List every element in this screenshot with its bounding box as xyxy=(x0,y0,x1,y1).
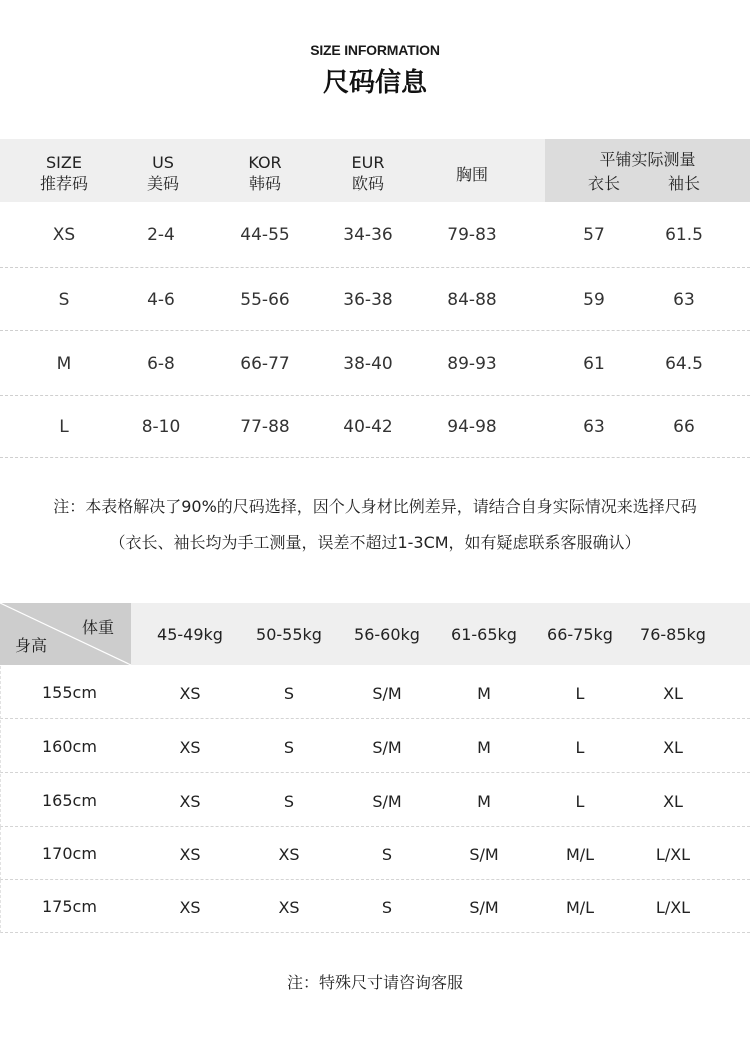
height-label: 165cm xyxy=(42,791,97,810)
height-label: 170cm xyxy=(42,844,97,863)
recommended-size-cell: L/XL xyxy=(655,898,691,917)
header-eur-en: EUR xyxy=(351,153,385,172)
header-kor-en: KOR xyxy=(248,153,282,172)
recommended-size-cell: S xyxy=(283,738,295,757)
size-cell: 63 xyxy=(673,290,695,310)
header-eur xyxy=(318,152,418,194)
recommended-size-cell: S/M xyxy=(469,898,499,917)
recommended-size-cell: S xyxy=(381,898,393,917)
header-us-en: US xyxy=(152,153,174,172)
size-cell: 59 xyxy=(583,290,605,310)
weight-header: 45-49kg xyxy=(157,625,223,644)
recommended-size-cell: S/M xyxy=(372,684,402,703)
size-cell: 38-40 xyxy=(343,354,393,374)
size-cell: 4-6 xyxy=(147,290,175,310)
recommended-size-cell: M xyxy=(477,684,491,703)
size-cell: 57 xyxy=(583,225,605,245)
weight-header: 66-75kg xyxy=(547,625,613,644)
recommended-size-cell: L xyxy=(575,684,585,703)
weight-header: 76-85kg xyxy=(640,625,706,644)
header-kor-zh: 韩码 xyxy=(248,174,281,193)
recommended-size-cell: XL xyxy=(663,792,683,811)
size-cell: 8-10 xyxy=(141,417,181,437)
size-cell: L xyxy=(59,417,69,437)
recommended-size-cell: XL xyxy=(663,738,683,757)
note-size-selection: 注：本表格解决了90%的尺码选择，因个人身材比例差异，请结合自身实际情况来选择尺码 xyxy=(53,497,697,516)
header-sleeve: 袖长 xyxy=(667,174,700,193)
corner-weight-label: 体重 xyxy=(82,618,115,637)
recommended-size-cell: S/M xyxy=(372,738,402,757)
recommended-size-cell: S xyxy=(381,845,393,864)
header-length: 衣长 xyxy=(587,174,620,193)
recommended-size-cell: XS xyxy=(179,738,201,757)
recommended-size-cell: XS xyxy=(179,684,201,703)
size-cell: 89-93 xyxy=(447,354,497,374)
size-cell: 61 xyxy=(583,354,605,374)
recommended-size-cell: M/L xyxy=(565,845,595,864)
size-cell: 2-4 xyxy=(147,225,175,245)
size-cell: 40-42 xyxy=(343,417,393,437)
recommended-size-cell: XS xyxy=(179,845,201,864)
recommended-size-cell: S/M xyxy=(469,845,499,864)
row-divider xyxy=(0,395,750,396)
recommended-size-cell: M/L xyxy=(565,898,595,917)
size-cell: S xyxy=(58,290,70,310)
header-bust: 胸围 xyxy=(455,165,488,184)
header-kor xyxy=(215,152,315,194)
row-divider xyxy=(0,457,750,458)
recommended-size-cell: XS xyxy=(179,792,201,811)
recommended-size-cell: L/XL xyxy=(655,845,691,864)
height-label: 155cm xyxy=(42,683,97,702)
corner-height-label: 身高 xyxy=(15,636,48,655)
size-cell: 44-55 xyxy=(240,225,290,245)
header-us xyxy=(113,152,213,194)
size-cell: 66-77 xyxy=(240,354,290,374)
recommended-size-cell: XS xyxy=(179,898,201,917)
weight-header: 61-65kg xyxy=(451,625,517,644)
height-label: 175cm xyxy=(42,897,97,916)
size-cell: 61.5 xyxy=(665,225,703,245)
footer-note: 注：特殊尺寸请咨询客服 xyxy=(286,973,463,992)
size-cell: XS xyxy=(52,225,76,245)
recommended-size-cell: S xyxy=(283,684,295,703)
header-measure-title: 平铺实际测量 xyxy=(599,150,696,169)
recommended-size-cell: L xyxy=(575,738,585,757)
height-label: 160cm xyxy=(42,737,97,756)
size-cell: 63 xyxy=(583,417,605,437)
recommended-size-cell: M xyxy=(477,792,491,811)
size-cell: 66 xyxy=(673,417,695,437)
header-size xyxy=(14,152,114,194)
size-cell: 55-66 xyxy=(240,290,290,310)
size-cell: 77-88 xyxy=(240,417,290,437)
recommended-size-cell: XS xyxy=(278,845,300,864)
row-divider xyxy=(0,330,750,331)
weight-header: 56-60kg xyxy=(354,625,420,644)
size-cell: 64.5 xyxy=(665,354,703,374)
note-measurement: （衣长、袖长均为手工测量，误差不超过1-3CM，如有疑虑联系客服确认） xyxy=(109,533,641,552)
size-cell: 36-38 xyxy=(343,290,393,310)
size-cell: 6-8 xyxy=(147,354,175,374)
recommended-size-cell: S xyxy=(283,792,295,811)
size-cell: 79-83 xyxy=(447,225,497,245)
row-divider xyxy=(0,267,750,268)
size-cell: 84-88 xyxy=(447,290,497,310)
size-cell: 34-36 xyxy=(343,225,393,245)
header-size-zh: 推荐码 xyxy=(39,174,88,193)
weight-header: 50-55kg xyxy=(256,625,322,644)
size-cell: M xyxy=(56,354,72,374)
title-chinese: 尺码信息 xyxy=(322,68,427,98)
header-eur-zh: 欧码 xyxy=(351,174,384,193)
recommended-size-cell: L xyxy=(575,792,585,811)
header-us-zh: 美码 xyxy=(146,174,179,193)
title-english: SIZE INFORMATION xyxy=(310,42,440,58)
recommended-size-cell: XS xyxy=(278,898,300,917)
header-size-en: SIZE xyxy=(46,153,82,172)
recommended-size-cell: M xyxy=(477,738,491,757)
size-cell: 94-98 xyxy=(447,417,497,437)
recommended-size-cell: S/M xyxy=(372,792,402,811)
recommended-size-cell: XL xyxy=(663,684,683,703)
